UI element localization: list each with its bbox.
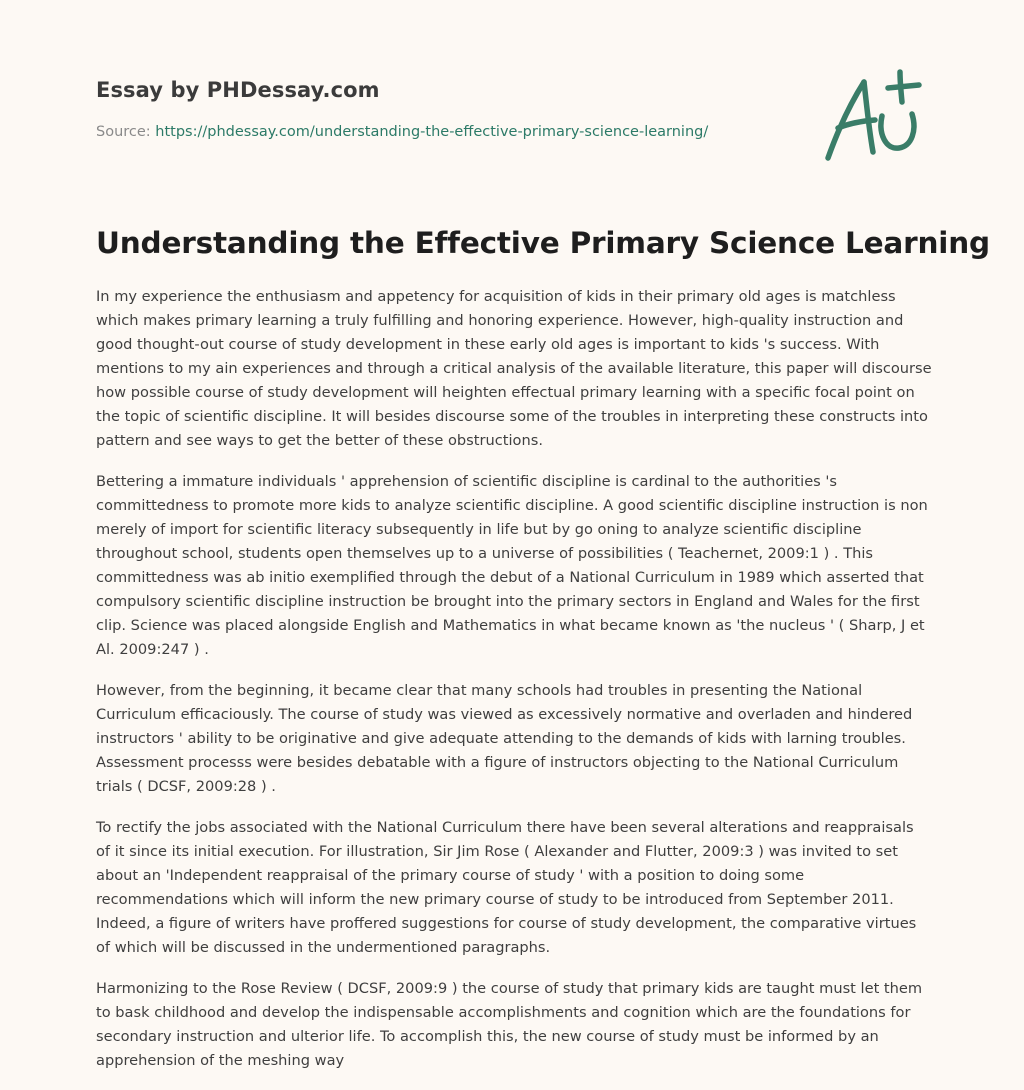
essay-paragraph: To rectify the jobs associated with the National Curriculum there have been several alterations and reappraisals of it since its initial execution. For illustration, Sir Jim Rose ( Alexander and Flutter, 2009:3 ) was invited to set about an 'Independent reappraisal of the primary course of study ' with a position to doing some recommendations which will inform the new primary course of study to be introduced from September 2011. Indeed, a figure of writers have proffered suggestions for course of study development, the comparative virtues of which will be discussed in the undermentioned paragraphs. [96,819,917,956]
essay-page [96,0,990,1069]
essay-title: Understanding the Effective Primary Science Learning [96,226,990,260]
essay-body [96,285,932,1090]
page-header [96,0,932,190]
source-line [96,124,708,140]
site-brand: Essay by PHDessay.com [96,78,380,102]
essay-paragraph: Harmonizing to the Rose Review ( DCSF, 2009:9 ) the course of study that primary kids are taught must let them to bask childhood and develop the indispensable accomplishments and cognition which are the foundations for secondary instruction and ulterior life. To accomplish this, the new course of study must be informed by an apprehension of the meshing way [96,980,923,1069]
a-plus-logo-icon [824,68,924,164]
essay-paragraph: Bettering a immature individuals ' apprehension of scientific discipline is cardinal to the authorities 's committedness to promote more kids to analyze scientific discipline. A good scientific discipline instruction is non merely of import for scientific literacy subsequently in life but by go oning to analyze scientific discipline throughout school, students open themselves up to a universe of possibilities ( Teachernet, 2009:1 ) . This committedness was ab initio exemplified through the debut of a National Curriculum in 1989 which asserted that compulsory scientific discipline instruction be brought into the primary sectors in England and Wales for the first clip. Science was placed alongside English and Mathematics in what became known as 'the nucleus ' ( Sharp, J et Al. 2009:247 ) . [96,473,928,658]
source-link[interactable]: https://phdessay.com/understanding-the-effective-primary-science-learning/ [155,124,709,140]
essay-paragraph: In my experience the enthusiasm and appetency for acquisition of kids in their primary old ages is matchless which makes primary learning a truly fulfilling and honoring experience. However, high-quality instruction and good thought-out course of study development in these early old ages is important to kids 's success. With mentions to my ain experiences and through a critical analysis of the available literature, this paper will discourse how possible course of study development will heighten effectual primary learning with a specific focal point on the topic of scientific discipline. It will besides discourse some of the troubles in interpreting these constructs into pattern and see ways to get the better of these obstructions. [96,288,932,449]
essay-paragraph: However, from the beginning, it became clear that many schools had troubles in presenting the National Curriculum efficaciously. The course of study was viewed as excessively normative and overladen and hindered instructors ' ability to be originative and give adequate attending to the demands of kids with larning troubles. Assessment processs were besides debatable with a figure of instructors objecting to the National Curriculum trials ( DCSF, 2009:28 ) . [96,682,913,795]
source-label: Source: [96,124,156,140]
